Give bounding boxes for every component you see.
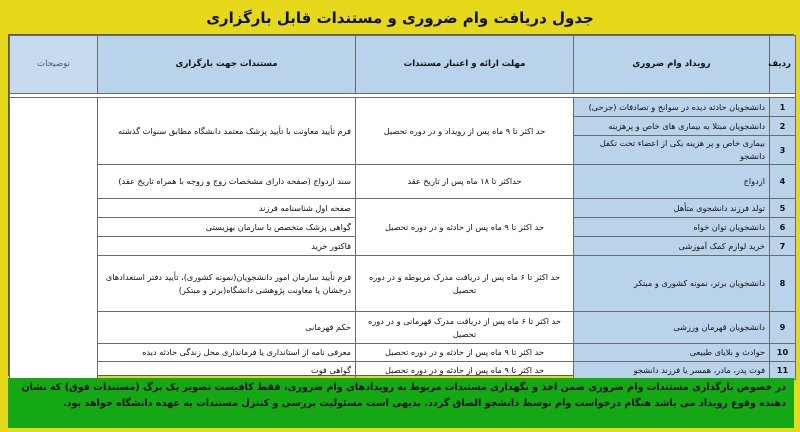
row-number: 9 — [770, 312, 796, 344]
deadline-cell: حد اکثر تا ۶ ماه پس از دریافت مدرک قهرمانی و در دوره تحصیل — [356, 312, 574, 344]
event-cell: ازدواج — [574, 165, 770, 199]
event-cell: دانشجویان قهرمان ورزشی — [574, 312, 770, 344]
row-number: 8 — [770, 256, 796, 312]
row-number: 7 — [770, 237, 796, 256]
row-number: 10 — [770, 344, 796, 362]
table-row — [10, 199, 796, 218]
documents-cell: حکم قهرمانی — [98, 312, 356, 344]
header-row-number: ردیف — [770, 36, 796, 94]
row-number: 11 — [770, 362, 796, 380]
header-event: رویداد وام ضروری — [574, 36, 770, 94]
table-header-row — [10, 36, 796, 94]
deadline-cell: حد اکثر تا ۹ ماه پس از حادثه و در دوره تحصیل — [356, 199, 574, 256]
event-cell: دانشجویان توان خواه — [574, 218, 770, 237]
deadline-cell: حداکثر تا ۱۸ ماه پس از تاریخ عقد — [356, 165, 574, 199]
documents-cell: معرفی نامه از استانداری یا فرمانداری محل زندگی حادثه دیده — [98, 344, 356, 362]
documents-cell: فاکتور خرید — [98, 237, 356, 256]
event-cell: دانشجویان مبتلا به بیماری های خاص و پرهزینه — [574, 117, 770, 136]
table-row — [10, 344, 796, 362]
row-number: 6 — [770, 218, 796, 237]
table-row — [10, 312, 796, 344]
documents-cell: صفحه اول شناسنامه فرزند — [98, 199, 356, 218]
row-number: 2 — [770, 117, 796, 136]
deadline-cell: حد اکثر تا ۹ ماه پس از حادثه و در دوره تحصیل — [356, 362, 574, 380]
row-number: 1 — [770, 98, 796, 117]
notes-cell — [10, 98, 98, 380]
loan-documents-table-panel — [8, 34, 794, 376]
event-cell: دانشجویان برتر، نمونه کشوری و مبتکر — [574, 256, 770, 312]
event-cell: دانشجویان حادثه دیده در سوانح و تصادفات (جرحی) — [574, 98, 770, 117]
header-deadline: مهلت ارائه و اعتبار مستندات — [356, 36, 574, 94]
table-row — [10, 362, 796, 380]
table-row — [10, 256, 796, 312]
row-number: 5 — [770, 199, 796, 218]
event-cell: بیماری خاص و پر هزینه یکی از اعضاء تحت تکفل دانشجو — [574, 136, 770, 165]
deadline-cell: حد اکثر تا ۹ ماه پس از رویداد و در دوره تحصیل — [356, 98, 574, 165]
row-number: 4 — [770, 165, 796, 199]
page-title: جدول دریافت وام ضروری و مستندات قابل بارگزاری — [206, 9, 594, 27]
documents-cell: فرم تأیید معاونت با تأیید پزشک معتمد دانشگاه مطابق سنوات گذشته — [98, 98, 356, 165]
documents-cell: سند ازدواج (صفحه دارای مشخصات زوج و زوجه با همراه تاریخ عقد) — [98, 165, 356, 199]
event-cell: فوت پدر، مادر، همسر یا فرزند دانشجو — [574, 362, 770, 380]
documents-cell: گواهی فوت — [98, 362, 356, 380]
deadline-cell: حد اکثر تا ۹ ماه پس از حادثه و در دوره تحصیل — [356, 344, 574, 362]
header-documents: مستندات جهت بارگزاری — [98, 36, 356, 94]
documents-cell: گواهی پزشک متخصص یا سازمان بهزیستی — [98, 218, 356, 237]
event-cell: حوادث و بلایای طبیعی — [574, 344, 770, 362]
loan-documents-table — [9, 35, 796, 380]
header-notes: توضیحات — [10, 36, 98, 94]
row-number: 3 — [770, 136, 796, 165]
table-row — [10, 98, 796, 117]
event-cell: تولد فرزند دانشجوی متأهل — [574, 199, 770, 218]
documents-cell: فرم تأیید سازمان امور دانشجویان(نمونه کشوری)، تأیید دفتر استعدادهای درخشان یا معاونت پژوهشی دانشگاه(برتر و مبتکر) — [98, 256, 356, 312]
event-cell: خرید لوازم کمک آموزشی — [574, 237, 770, 256]
table-row — [10, 165, 796, 199]
footer-note: در خصوص بارگذاری مستندات وام ضروری ضمن اخذ و نگهداری مستندات مربوط به رویدادهای وام ضروری، فقط کافیست تصویر یک برگ (مستندات فوق) که نشان دهنده وقوع رویداد می باشد هنگام درخواست وام توسط دانشجو الصاق گردد. بدیهی است مسئولیت بررسی و کنترل مستندات به عهده دانشگاه خواهد بود. — [8, 378, 794, 428]
deadline-cell: حد اکثر تا ۶ ماه پس از دریافت مدرک مربوطه و در دوره تحصیل — [356, 256, 574, 312]
